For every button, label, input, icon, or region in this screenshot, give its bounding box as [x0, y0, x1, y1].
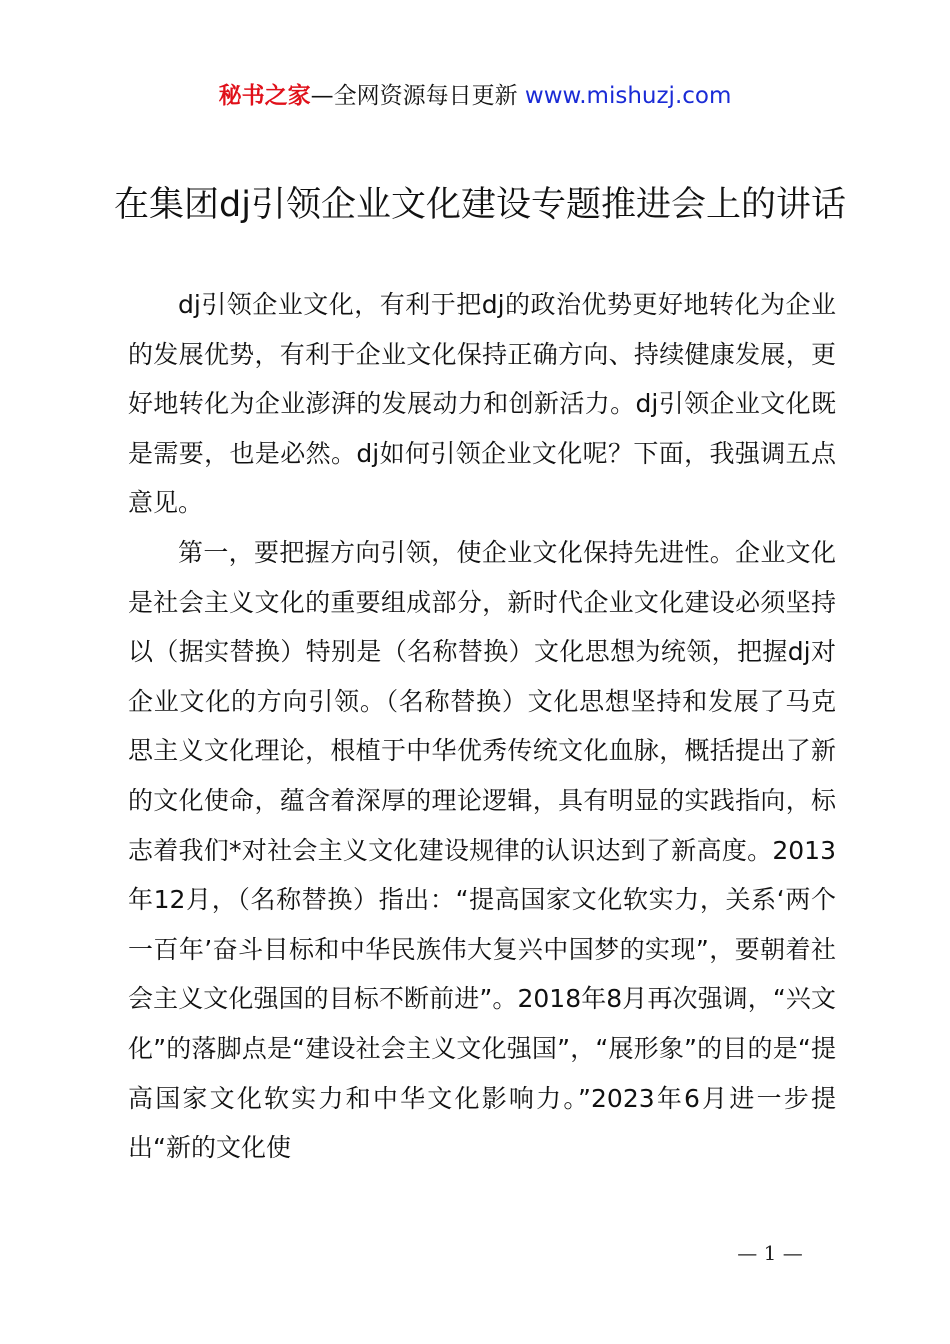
document-title: 在集团dj引领企业文化建设专题推进会上的讲话: [114, 185, 846, 225]
site-tagline: —全网资源每日更新: [310, 83, 525, 109]
site-header: [0, 80, 950, 112]
page-number: — 1 —: [737, 1241, 803, 1265]
site-url-link[interactable]: www.mishuzj.com: [524, 83, 732, 109]
document-body: [128, 280, 836, 1173]
site-brand: 秘书之家: [218, 83, 311, 109]
paragraph-first-point: 第一，要把握方向引领，使企业文化保持先进性。企业文化是社会主义文化的重要组成部分，新时代企业文化建设必须坚持以（据实替换）特别是（名称替换）文化思想为统领，把握dj对企业文化的方向引领。（名称替换）文化思想坚持和发展了马克思主义文化理论，根植于中华优秀传统文化血脉，概括提出了新的文化使命，蕴含着深厚的理论逻辑，具有明显的实践指向，标志着我们*对社会主义文化建设规律的认识达到了新高度。2013年12月，（名称替换）指出：“提高国家文化软实力，关系‘两个一百年’奋斗目标和中华民族伟大复兴中国梦的实现”，要朝着社会主义文化强国的目标不断前进”。2018年8月再次强调，“兴文化”的落脚点是“建设社会主义文化强国”，“展形象”的目的是“提高国家文化软实力和中华文化影响力。”2023年6月进一步提出“新的文化使: [128, 538, 836, 1163]
paragraph-intro: dj引领企业文化，有利于把dj的政治优势更好地转化为企业的发展优势，有利于企业文化保持正确方向、持续健康发展，更好地转化为企业澎湃的发展动力和创新活力。dj引领企业文化既是需要，也是必然。dj如何引领企业文化呢？下面，我强调五点意见。: [128, 290, 836, 518]
